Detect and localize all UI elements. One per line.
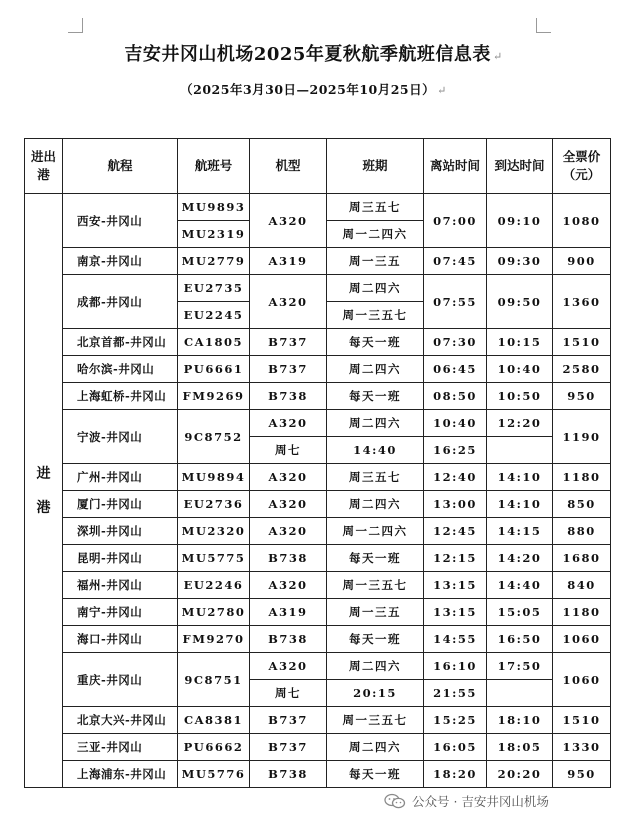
header-port: 进出港	[25, 139, 63, 194]
schedule-cell: 周一三五	[327, 248, 424, 275]
aircraft-cell: B737	[250, 329, 327, 356]
header-depart: 离站时间	[424, 139, 487, 194]
schedule-cell: 周二四六	[327, 653, 424, 680]
schedule-cell: 每天一班	[327, 761, 424, 788]
schedule-cell: 每天一班	[327, 329, 424, 356]
flight-number-cell: FM9269	[178, 383, 250, 410]
aircraft-cell: A320	[250, 653, 327, 680]
depart-time-cell: 16:10	[424, 653, 487, 680]
table-row	[25, 464, 611, 491]
aircraft-cell: A320	[250, 275, 327, 329]
fare-cell: 2580	[553, 356, 611, 383]
route-cell: 北京首都-井冈山	[63, 329, 178, 356]
depart-time-cell: 07:45	[424, 248, 487, 275]
arrive-time-cell: 14:10	[487, 464, 553, 491]
schedule-cell: 周一三五七	[327, 302, 424, 329]
table-row	[25, 356, 611, 383]
schedule-cell: 每天一班	[327, 545, 424, 572]
flight-number-cell: PU6661	[178, 356, 250, 383]
arrive-time-cell: 09:10	[487, 194, 553, 248]
fare-cell: 840	[553, 572, 611, 599]
flight-number-cell: MU2779	[178, 248, 250, 275]
table-row	[25, 761, 611, 788]
aircraft-cell: B738	[250, 761, 327, 788]
header-flight-no: 航班号	[178, 139, 250, 194]
schedule-cell: 周二四六	[327, 491, 424, 518]
fare-cell: 1330	[553, 734, 611, 761]
aircraft-cell: A320	[250, 572, 327, 599]
depart-time-cell: 13:15	[424, 572, 487, 599]
watermark-text: 公众号 · 吉安井冈山机场	[412, 794, 549, 809]
flight-number-cell: MU5775	[178, 545, 250, 572]
flight-number-cell: MU5776	[178, 761, 250, 788]
table-row	[25, 545, 611, 572]
schedule-cell: 周三五七	[327, 194, 424, 221]
flight-number-cell: PU6662	[178, 734, 250, 761]
table-row	[25, 626, 611, 653]
flight-number-cell: MU2319	[178, 221, 250, 248]
arrive-time-cell: 10:50	[487, 383, 553, 410]
fare-cell: 1360	[553, 275, 611, 329]
depart-time-cell: 07:30	[424, 329, 487, 356]
schedule-cell: 周七	[250, 680, 327, 707]
fare-cell: 900	[553, 248, 611, 275]
wechat-watermark	[384, 792, 549, 810]
table-row	[25, 572, 611, 599]
table-row	[25, 518, 611, 545]
depart-time-cell: 12:45	[424, 518, 487, 545]
depart-time-cell: 14:55	[424, 626, 487, 653]
table-row	[25, 653, 611, 680]
depart-time-cell: 12:40	[424, 464, 487, 491]
aircraft-cell: A319	[250, 248, 327, 275]
margin-corner-mark	[536, 18, 551, 33]
fare-cell: 1060	[553, 626, 611, 653]
arrive-time-cell: 18:10	[487, 707, 553, 734]
depart-time-cell: 13:00	[424, 491, 487, 518]
fare-cell: 1180	[553, 599, 611, 626]
table-row	[25, 707, 611, 734]
route-cell: 南宁-井冈山	[63, 599, 178, 626]
schedule-cell: 周一二四六	[327, 518, 424, 545]
depart-time-cell: 16:05	[424, 734, 487, 761]
table-header-row	[25, 139, 611, 194]
aircraft-cell: B738	[250, 626, 327, 653]
route-cell: 福州-井冈山	[63, 572, 178, 599]
depart-time-cell: 15:25	[424, 707, 487, 734]
route-cell: 深圳-井冈山	[63, 518, 178, 545]
schedule-cell: 周一三五	[327, 599, 424, 626]
depart-time-cell: 10:40	[424, 410, 487, 437]
flight-number-cell: 9C8751	[178, 653, 250, 707]
route-cell: 成都-井冈山	[63, 275, 178, 329]
arrive-time-cell: 09:50	[487, 275, 553, 329]
schedule-cell: 周二四六	[327, 356, 424, 383]
route-cell: 上海浦东-井冈山	[63, 761, 178, 788]
aircraft-cell: B737	[250, 707, 327, 734]
arrive-time-cell: 10:40	[487, 356, 553, 383]
paragraph-mark-icon: ↵	[437, 84, 447, 97]
depart-time-cell: 07:55	[424, 275, 487, 329]
paragraph-mark-icon: ↵	[492, 50, 503, 63]
arrive-time-cell: 21:55	[424, 680, 487, 707]
arrive-time-cell: 12:20	[487, 410, 553, 437]
title-text: 吉安井冈山机场2025年夏秋航季航班信息表	[124, 44, 491, 65]
schedule-cell: 周一二四六	[327, 221, 424, 248]
fare-cell: 950	[553, 761, 611, 788]
schedule-cell: 每天一班	[327, 383, 424, 410]
table-row	[25, 491, 611, 518]
route-cell: 宁波-井冈山	[63, 410, 178, 464]
depart-time-cell: 13:15	[424, 599, 487, 626]
route-cell: 西安-井冈山	[63, 194, 178, 248]
fare-cell: 1080	[553, 194, 611, 248]
table-row	[25, 248, 611, 275]
page-title	[0, 40, 627, 66]
flight-number-cell: MU2780	[178, 599, 250, 626]
header-aircraft: 机型	[250, 139, 327, 194]
table-row	[25, 734, 611, 761]
schedule-cell: 周二四六	[327, 410, 424, 437]
aircraft-cell: A320	[250, 194, 327, 248]
depart-time-cell: 08:50	[424, 383, 487, 410]
margin-corner-mark	[68, 18, 83, 33]
header-route: 航程	[63, 139, 178, 194]
arrive-time-cell: 09:30	[487, 248, 553, 275]
arrive-time-cell: 14:15	[487, 518, 553, 545]
arrive-time-cell: 14:10	[487, 491, 553, 518]
header-arrive: 到达时间	[487, 139, 553, 194]
fare-cell: 1680	[553, 545, 611, 572]
schedule-cell: 周七	[250, 437, 327, 464]
route-cell: 海口-井冈山	[63, 626, 178, 653]
aircraft-cell: A320	[250, 518, 327, 545]
depart-time-cell: 18:20	[424, 761, 487, 788]
arrive-time-cell: 10:15	[487, 329, 553, 356]
fare-cell: 880	[553, 518, 611, 545]
aircraft-cell: B738	[250, 383, 327, 410]
header-schedule: 班期	[327, 139, 424, 194]
schedule-cell: 每天一班	[327, 626, 424, 653]
flight-number-cell: EU2246	[178, 572, 250, 599]
schedule-cell: 周一三五七	[327, 572, 424, 599]
fare-cell: 1190	[553, 410, 611, 464]
arrive-time-cell: 14:20	[487, 545, 553, 572]
fare-cell: 1180	[553, 464, 611, 491]
depart-time-cell: 06:45	[424, 356, 487, 383]
flight-number-cell: FM9270	[178, 626, 250, 653]
schedule-cell: 周二四六	[327, 275, 424, 302]
aircraft-cell: B737	[250, 356, 327, 383]
flight-number-cell: EU2736	[178, 491, 250, 518]
route-cell: 重庆-井冈山	[63, 653, 178, 707]
route-cell: 哈尔滨-井冈山	[63, 356, 178, 383]
route-cell: 上海虹桥-井冈山	[63, 383, 178, 410]
flight-number-cell: MU9893	[178, 194, 250, 221]
route-cell: 广州-井冈山	[63, 464, 178, 491]
arrive-time-cell: 16:50	[487, 626, 553, 653]
route-cell: 厦门-井冈山	[63, 491, 178, 518]
flight-number-cell: MU9894	[178, 464, 250, 491]
aircraft-cell: A320	[250, 410, 327, 437]
arrive-time-cell: 15:05	[487, 599, 553, 626]
table-row	[25, 275, 611, 302]
route-cell: 昆明-井冈山	[63, 545, 178, 572]
schedule-cell: 周一三五七	[327, 707, 424, 734]
port-direction-cell: 进港	[25, 194, 63, 788]
fare-cell: 1510	[553, 329, 611, 356]
header-fare: 全票价（元）	[553, 139, 611, 194]
table-row	[25, 329, 611, 356]
aircraft-cell: A320	[250, 464, 327, 491]
arrive-time-cell: 14:40	[487, 572, 553, 599]
flight-number-cell: MU2320	[178, 518, 250, 545]
fare-cell: 1060	[553, 653, 611, 707]
flight-number-cell: EU2735	[178, 275, 250, 302]
flight-number-cell: 9C8752	[178, 410, 250, 464]
depart-time-cell: 14:40	[327, 437, 424, 464]
subtitle-text: （2025年3月30日—2025年10月25日）	[180, 82, 436, 97]
flight-number-cell: CA8381	[178, 707, 250, 734]
flight-number-cell: CA1805	[178, 329, 250, 356]
aircraft-cell: A320	[250, 491, 327, 518]
route-cell: 北京大兴-井冈山	[63, 707, 178, 734]
schedule-cell: 周三五七	[327, 464, 424, 491]
wechat-icon	[384, 793, 406, 809]
arrive-time-cell: 18:05	[487, 734, 553, 761]
table-row	[25, 410, 611, 437]
flight-number-cell: EU2245	[178, 302, 250, 329]
table-row	[25, 194, 611, 221]
aircraft-cell: B737	[250, 734, 327, 761]
depart-time-cell: 20:15	[327, 680, 424, 707]
depart-time-cell: 12:15	[424, 545, 487, 572]
fare-cell: 850	[553, 491, 611, 518]
fare-cell: 950	[553, 383, 611, 410]
route-cell: 南京-井冈山	[63, 248, 178, 275]
depart-time-cell: 07:00	[424, 194, 487, 248]
route-cell: 三亚-井冈山	[63, 734, 178, 761]
table-row	[25, 383, 611, 410]
arrive-time-cell: 20:20	[487, 761, 553, 788]
date-range-subtitle	[0, 80, 627, 98]
flight-schedule-table	[24, 138, 611, 788]
arrive-time-cell: 16:25	[424, 437, 487, 464]
table-row	[25, 599, 611, 626]
aircraft-cell: A319	[250, 599, 327, 626]
schedule-cell: 周二四六	[327, 734, 424, 761]
aircraft-cell: B738	[250, 545, 327, 572]
arrive-time-cell: 17:50	[487, 653, 553, 680]
fare-cell: 1510	[553, 707, 611, 734]
